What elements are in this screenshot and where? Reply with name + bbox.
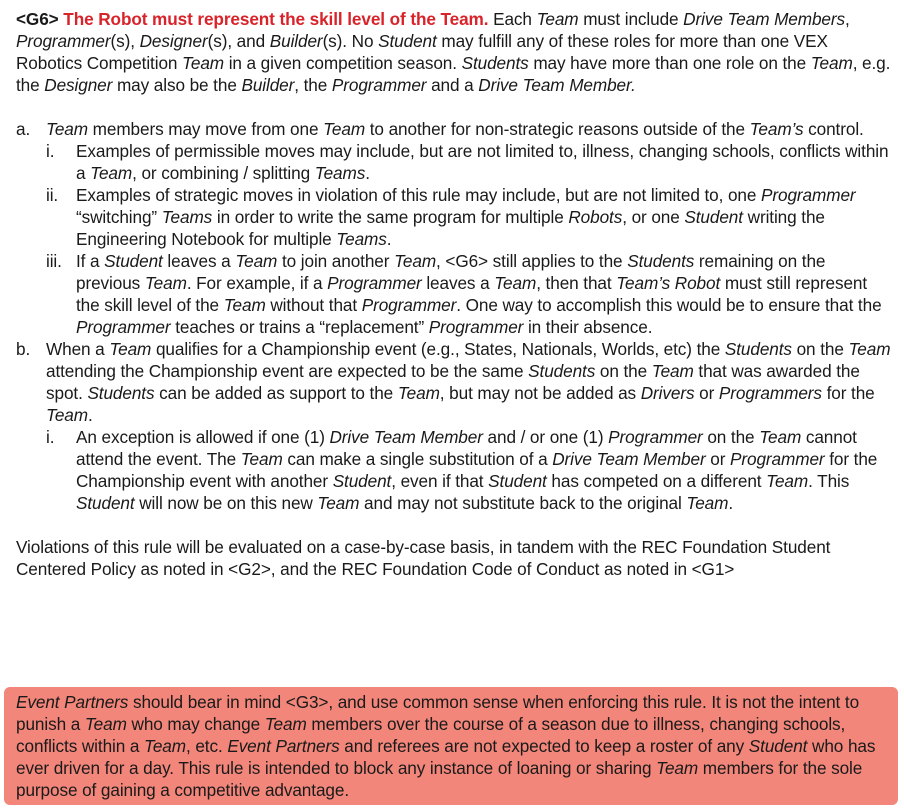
italic-term: Programmer bbox=[428, 317, 524, 337]
text-run: in their absence. bbox=[523, 317, 653, 337]
italic-term: Team bbox=[182, 53, 225, 73]
italic-term: Event Partners bbox=[16, 692, 129, 712]
text-run: may fulfill any of these roles for more than one VEX Robotics Competition bbox=[16, 31, 828, 73]
text-run: , e.g. the bbox=[16, 53, 891, 95]
text-run: . bbox=[87, 405, 93, 425]
italic-term: Team bbox=[494, 273, 537, 293]
note-callout-box bbox=[4, 687, 898, 805]
text-run: , but may not be added as bbox=[439, 383, 641, 403]
italic-term: Team bbox=[264, 714, 307, 734]
italic-term: Teams bbox=[161, 207, 213, 227]
italic-term: Builder bbox=[241, 75, 295, 95]
text-run: in order to write the same program for multiple bbox=[212, 207, 569, 227]
text-run: and referees are not expected to keep a roster of any bbox=[339, 736, 749, 756]
text-run: members over the course of a season due to illness, changing schools, conflicts within a bbox=[16, 714, 846, 756]
sub-marker: i. bbox=[46, 141, 55, 161]
text-run: If a bbox=[76, 251, 105, 271]
italic-term: Team bbox=[46, 405, 88, 425]
text-run: on the bbox=[791, 339, 849, 359]
italic-term: Programmer bbox=[608, 427, 703, 447]
italic-term: Team bbox=[90, 163, 133, 183]
text-run: members for the sole purpose of gaining a competitive advantage. bbox=[16, 758, 863, 800]
sub-marker: ii. bbox=[46, 185, 59, 205]
italic-term: Team bbox=[766, 471, 809, 491]
sub-item-a-ii bbox=[46, 184, 894, 250]
text-run: and may not substitute back to the original bbox=[359, 493, 687, 513]
italic-term: Team bbox=[317, 493, 360, 513]
text-run: and a bbox=[426, 75, 479, 95]
text-run: , the bbox=[294, 75, 332, 95]
rule-id: <G6> bbox=[16, 9, 59, 29]
italic-term: Student bbox=[488, 471, 547, 491]
text-run: or bbox=[705, 449, 731, 469]
text-run: . bbox=[386, 229, 392, 249]
italic-term: Student bbox=[104, 251, 163, 271]
text-run: on the bbox=[702, 427, 760, 447]
text-run: . bbox=[365, 163, 370, 183]
italic-term: Team’s bbox=[749, 119, 804, 139]
italic-term: Students bbox=[461, 53, 529, 73]
italic-term: Drive Team Member bbox=[552, 449, 706, 469]
text-run: . bbox=[728, 493, 734, 513]
text-run: leaves a bbox=[421, 273, 495, 293]
text-run: writing the Engineering Notebook for multiple bbox=[76, 207, 825, 249]
text-run: , even if that bbox=[391, 471, 489, 491]
text-run: members may move from one bbox=[87, 119, 324, 139]
text-run: , bbox=[845, 9, 850, 29]
italic-term: Team bbox=[394, 251, 437, 271]
italic-term: Team bbox=[651, 361, 694, 381]
italic-term: Team bbox=[759, 427, 802, 447]
italic-term: Students bbox=[528, 361, 596, 381]
text-run: can be added as support to the bbox=[154, 383, 398, 403]
sub-item-text bbox=[76, 184, 894, 250]
text-run: Each bbox=[488, 9, 537, 29]
list-marker: b. bbox=[16, 339, 31, 359]
text-run: may have more than one role on the bbox=[528, 53, 811, 73]
italic-term: Team bbox=[810, 53, 853, 73]
list-item-text bbox=[46, 118, 894, 140]
list-item-text bbox=[46, 338, 894, 426]
text-run: can make a single substitution of a bbox=[282, 449, 553, 469]
text-run: , <G6> still applies to the bbox=[436, 251, 628, 271]
sub-item-text bbox=[76, 140, 894, 184]
italic-term: Teams bbox=[314, 163, 366, 183]
text-run: teaches or trains a “replacement” bbox=[170, 317, 429, 337]
text-run: or bbox=[694, 383, 719, 403]
rule-title: The Robot must represent the skill level of the Team. bbox=[63, 9, 489, 29]
note-text bbox=[16, 691, 890, 801]
italic-term: Robots bbox=[568, 207, 623, 227]
rule-intro-paragraph bbox=[16, 8, 894, 96]
italic-term: Team bbox=[84, 714, 127, 734]
italic-term: Designer bbox=[44, 75, 113, 95]
text-run: , or one bbox=[622, 207, 685, 227]
text-run: An exception is allowed if one (1) bbox=[76, 427, 330, 447]
italic-term: Team bbox=[235, 251, 278, 271]
text-run: , then that bbox=[536, 273, 617, 293]
text-run: has competed on a different bbox=[546, 471, 767, 491]
italic-term: Team bbox=[240, 449, 283, 469]
text-run: . For example, if a bbox=[186, 273, 328, 293]
text-run: that was awarded the spot. bbox=[46, 361, 860, 403]
text-run: Violations of this rule will be evaluated on a case-by-case basis, in tandem with the REC Foundation Student Centered Policy as noted in <G2>, and the REC Foundation Code of Conduct as noted in <G1> bbox=[16, 537, 831, 579]
italic-term: Students bbox=[87, 383, 155, 403]
text-run: remaining on the previous bbox=[76, 251, 826, 293]
italic-term: Team bbox=[397, 383, 440, 403]
sub-item-text bbox=[76, 426, 894, 514]
italic-term: Drive Team Member. bbox=[478, 75, 636, 95]
text-run: “switching” bbox=[76, 207, 162, 227]
italic-term: Team bbox=[223, 295, 266, 315]
violations-paragraph bbox=[16, 536, 894, 580]
italic-term: Students bbox=[627, 251, 695, 271]
italic-term: Drivers bbox=[640, 383, 695, 403]
text-run: must still represent the skill level of the bbox=[76, 273, 868, 315]
text-run: . This bbox=[808, 471, 850, 491]
text-run: should bear in mind <G3>, and use common sense when enforcing this rule. It is not the intent to punish a bbox=[16, 692, 860, 734]
italic-term: Programmer bbox=[331, 75, 427, 95]
sub-item-b-i bbox=[46, 426, 894, 514]
text-run: cannot attend the event. The bbox=[76, 427, 857, 469]
text-run: When a bbox=[46, 339, 110, 359]
sub-item-a-i bbox=[46, 140, 894, 184]
text-run: for the bbox=[821, 383, 875, 403]
text-run: , etc. bbox=[185, 736, 228, 756]
italic-term: Programmer bbox=[761, 185, 856, 205]
sub-marker: iii. bbox=[46, 251, 62, 271]
italic-term: Team’s Robot bbox=[616, 273, 721, 293]
text-run: leaves a bbox=[162, 251, 236, 271]
list-item-b bbox=[16, 338, 894, 514]
italic-term: Team bbox=[46, 119, 88, 139]
italic-term: Programmer bbox=[76, 317, 171, 337]
text-run: qualifies for a Championship event (e.g., States, Nationals, Worlds, etc) the bbox=[151, 339, 725, 359]
italic-term: Student bbox=[76, 493, 135, 513]
italic-term: Programmer bbox=[16, 31, 111, 51]
text-run: on the bbox=[595, 361, 652, 381]
text-run: who may change bbox=[126, 714, 265, 734]
italic-term: Drive Team Members bbox=[683, 9, 846, 29]
italic-term: Student bbox=[378, 31, 437, 51]
text-run: , or combining / splitting bbox=[132, 163, 315, 183]
text-run: (s). No bbox=[322, 31, 379, 51]
italic-term: Team bbox=[144, 273, 187, 293]
text-run: and / or one (1) bbox=[482, 427, 609, 447]
text-run: for the Championship event with another bbox=[76, 449, 878, 491]
text-run: (s), bbox=[110, 31, 140, 51]
italic-term: Student bbox=[332, 471, 392, 491]
italic-term: Student bbox=[748, 736, 808, 756]
italic-term: Programmers bbox=[718, 383, 822, 403]
text-run: Examples of strategic moves in violation of this rule may include, but are not limited to, one bbox=[76, 185, 762, 205]
italic-term: Team bbox=[144, 736, 186, 756]
text-run: control. bbox=[803, 119, 864, 139]
italic-term: Designer bbox=[139, 31, 208, 51]
text-run: who has ever driven for a day. This rule is intended to block any instance of loaning or sharing bbox=[16, 736, 876, 778]
italic-term: Event Partners bbox=[227, 736, 340, 756]
sub-item-text bbox=[76, 250, 894, 338]
italic-term: Team bbox=[848, 339, 891, 359]
italic-term: Programmer bbox=[361, 295, 457, 315]
list-marker: a. bbox=[16, 119, 31, 139]
italic-term: Programmer bbox=[327, 273, 422, 293]
italic-term: Builder bbox=[269, 31, 323, 51]
text-run: without that bbox=[265, 295, 362, 315]
italic-term: Team bbox=[109, 339, 152, 359]
text-run: Examples of permissible moves may include, but are not limited to, illness, changing schools, conflicts within a bbox=[76, 141, 889, 183]
text-run: may also be the bbox=[112, 75, 242, 95]
sub-item-a-iii bbox=[46, 250, 894, 338]
text-run: to another for non-strategic reasons outside of the bbox=[365, 119, 750, 139]
italic-term: Team bbox=[536, 9, 579, 29]
text-run: in a given competition season. bbox=[224, 53, 462, 73]
text-run: (s), and bbox=[207, 31, 270, 51]
text-run: will now be on this new bbox=[134, 493, 318, 513]
italic-term: Team bbox=[656, 758, 699, 778]
italic-term: Student bbox=[684, 207, 743, 227]
text-run: . One way to accomplish this would be to ensure that the bbox=[456, 295, 882, 315]
text-run: attending the Championship event are expected to be the same bbox=[46, 361, 529, 381]
text-run: to join another bbox=[277, 251, 395, 271]
list-item-a bbox=[16, 118, 894, 338]
sub-marker: i. bbox=[46, 427, 55, 447]
italic-term: Students bbox=[724, 339, 792, 359]
text-run: must include bbox=[578, 9, 684, 29]
italic-term: Programmer bbox=[730, 449, 825, 469]
italic-term: Drive Team Member bbox=[329, 427, 483, 447]
italic-term: Teams bbox=[336, 229, 387, 249]
italic-term: Team bbox=[323, 119, 366, 139]
italic-term: Team bbox=[686, 493, 729, 513]
